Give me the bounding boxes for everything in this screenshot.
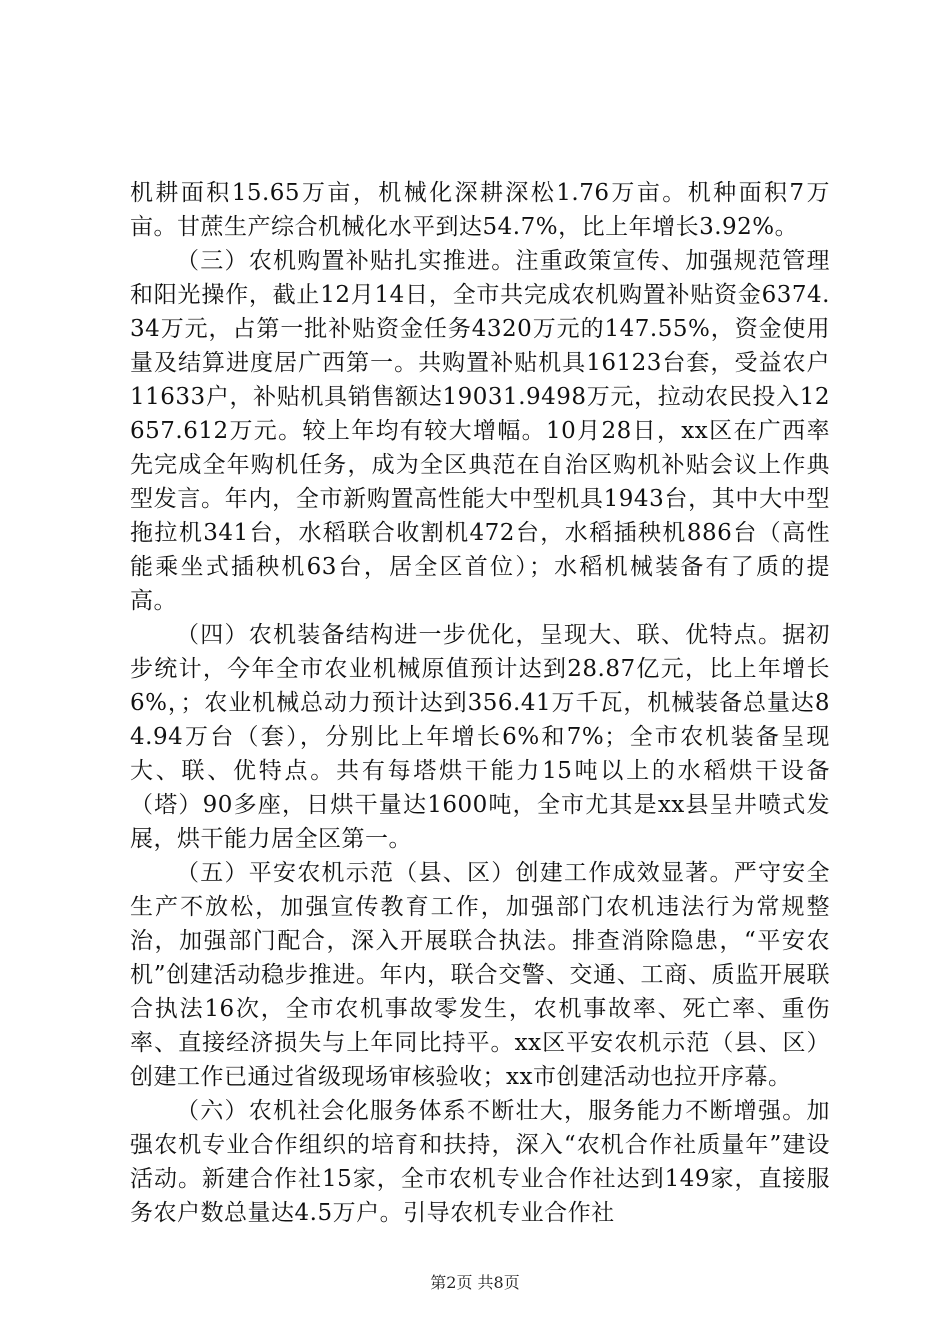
page-footer: 第2页 共8页 [430, 1273, 520, 1292]
paragraph-4: （五）平安农机示范（县、区）创建工作成效显著。严守安全生产不放松，加强宣传教育工作，加强部门农机违法行为常规整治，加强部门配合，深入开展联合执法。排查消除隐患，“平安农机”创建活动稳步推进。年内，联合交警、交通、工商、质监开展联合执法16次，全市农机事故零发生，农机事故率、死亡率、重伤率、直接经济损失与上年同比持平。xx区平安农机示范（县、区）创建工作已通过省级现场审核验收；xx市创建活动也拉开序幕。 [130, 860, 830, 1090]
paragraph-3: （四）农机装备结构进一步优化，呈现大、联、优特点。据初步统计，今年全市农业机械原值预计达到28.87亿元，比上年增长6%，；农业机械总动力预计达到356.41万千瓦，机械装备总量达84.94万台（套），分别比上年增长6%和7%；全市农机装备呈现大、联、优特点。共有每塔烘干能力15吨以上的水稻烘干设备（塔）90多座，日烘干量达1600吨，全市尤其是xx县呈井喷式发展，烘干能力居全区第一。 [130, 622, 830, 852]
document-body [130, 176, 830, 1230]
paragraph-1: 机耕面积15.65万亩，机械化深耕深松1.76万亩。机种面积7万亩。甘蔗生产综合机械化水平到达54.7%，比上年增长3.92%。 [130, 180, 830, 240]
paragraph-2: （三）农机购置补贴扎实推进。注重政策宣传、加强规范管理和阳光操作，截止12月14日，全市共完成农机购置补贴资金6374.34万元，占第一批补贴资金任务4320万元的147.55%，资金使用量及结算进度居广西第一。共购置补贴机具16123台套，受益农户11633户，补贴机具销售额达19031.9498万元，拉动农民投入12657.612万元。较上年均有较大增幅。10月28日，xx区在广西率先完成全年购机任务，成为全区典范在自治区购机补贴会议上作典型发言。年内，全市新购置高性能大中型机具1943台，其中大中型拖拉机341台，水稻联合收割机472台，水稻插秧机886台（高性能乘坐式插秧机63台，居全区首位）；水稻机械装备有了质的提高。 [130, 248, 830, 614]
paragraph-5: （六）农机社会化服务体系不断壮大，服务能力不断增强。加强农机专业合作组织的培育和扶持，深入“农机合作社质量年”建设活动。新建合作社15家，全市农机专业合作社达到149家，直接服务农户数总量达4.5万户。引导农机专业合作社 [130, 1098, 830, 1226]
